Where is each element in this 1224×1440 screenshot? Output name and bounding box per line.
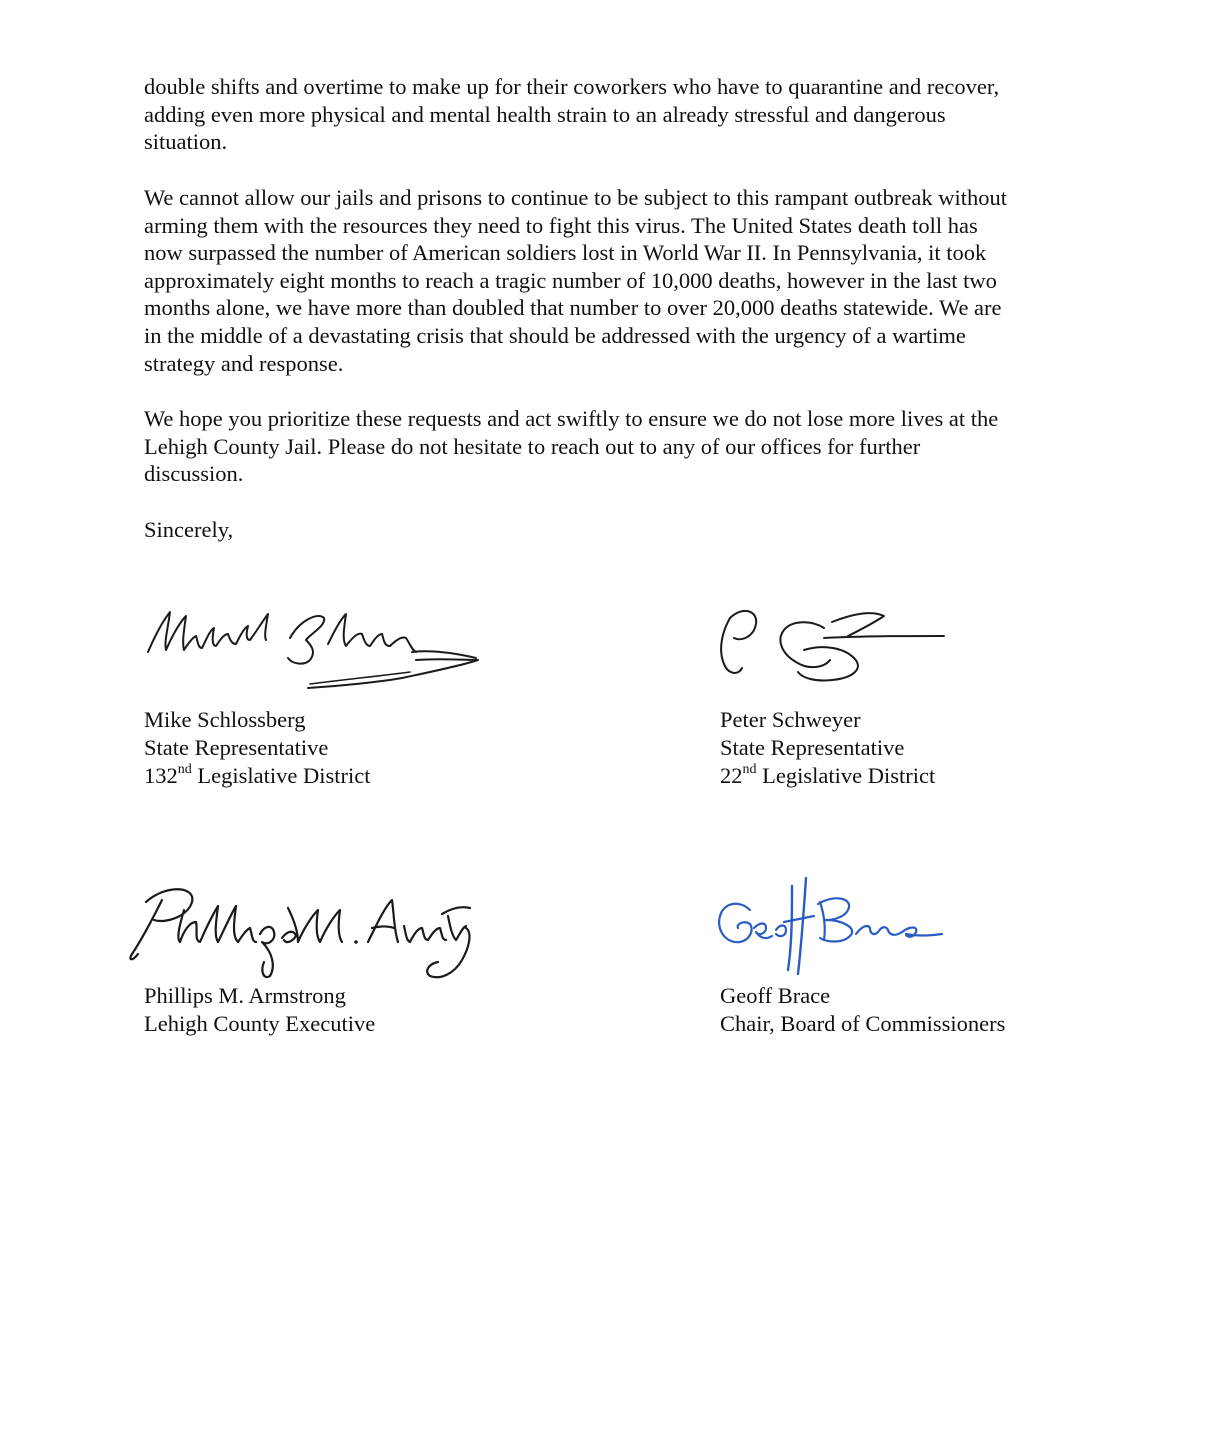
paragraph-line: double shifts and overtime to make up for their coworkers who have to quarantine and recover, bbox=[144, 74, 1000, 99]
signatory-district: 22nd Legislative District bbox=[720, 761, 936, 788]
paragraph-2 bbox=[144, 184, 1084, 377]
paragraph-line: Lehigh County Jail. Please do not hesitate to reach out to any of our offices for further bbox=[144, 433, 921, 459]
signatory-block-schweyer bbox=[720, 706, 935, 790]
signatory-name: Peter Schweyer bbox=[720, 707, 861, 732]
paragraph-line: approximately eight months to reach a tragic number of 10,000 deaths, however in the last two bbox=[144, 267, 997, 293]
paragraph-3 bbox=[144, 405, 1084, 488]
signatory-name: Phillips M. Armstrong bbox=[144, 983, 346, 1008]
paragraph-line: in the middle of a devastating crisis that should be addressed with the urgency of a wartime bbox=[144, 322, 966, 348]
signature-schlossberg bbox=[140, 600, 490, 700]
signatory-name: Mike Schlossberg bbox=[144, 707, 306, 732]
paragraph-line: arming them with the resources they need to fight this virus. The United States death toll has bbox=[144, 212, 978, 238]
signature-armstrong bbox=[122, 880, 482, 990]
paragraph-line: We cannot allow our jails and prisons to continue to be subject to this rampant outbreak without bbox=[144, 185, 1008, 210]
signatory-name: Geoff Brace bbox=[720, 983, 831, 1008]
signatory-block-armstrong bbox=[144, 982, 375, 1038]
signatory-title: Chair, Board of Commissioners bbox=[720, 1011, 1006, 1036]
signatory-title: State Representative bbox=[144, 735, 329, 760]
paragraph-line: strategy and response. bbox=[144, 350, 344, 376]
paragraph-line: situation. bbox=[144, 129, 228, 155]
signatory-block-schlossberg bbox=[144, 706, 370, 790]
signature-schweyer bbox=[712, 604, 952, 686]
paragraph-line: discussion. bbox=[144, 461, 244, 487]
closing-salutation: Sincerely, bbox=[144, 517, 234, 542]
signatory-title: State Representative bbox=[720, 735, 905, 760]
paragraph-line: now surpassed the number of American soldiers lost in World War II. In Pennsylvania, it took bbox=[144, 240, 987, 266]
paragraph-1 bbox=[144, 73, 1084, 156]
signatory-block-brace bbox=[720, 982, 1005, 1038]
signatory-title: Lehigh County Executive bbox=[144, 1011, 376, 1036]
signatory-district: 132nd Legislative District bbox=[144, 761, 371, 788]
paragraph-line: adding even more physical and mental health strain to an already stressful and dangerous bbox=[144, 101, 946, 127]
paragraph-line: We hope you prioritize these requests and act swiftly to ensure we do not lose more lives at the bbox=[144, 406, 999, 431]
paragraph-line: months alone, we have more than doubled that number to over 20,000 deaths statewide. We are bbox=[144, 295, 1002, 321]
signature-brace bbox=[710, 874, 950, 984]
